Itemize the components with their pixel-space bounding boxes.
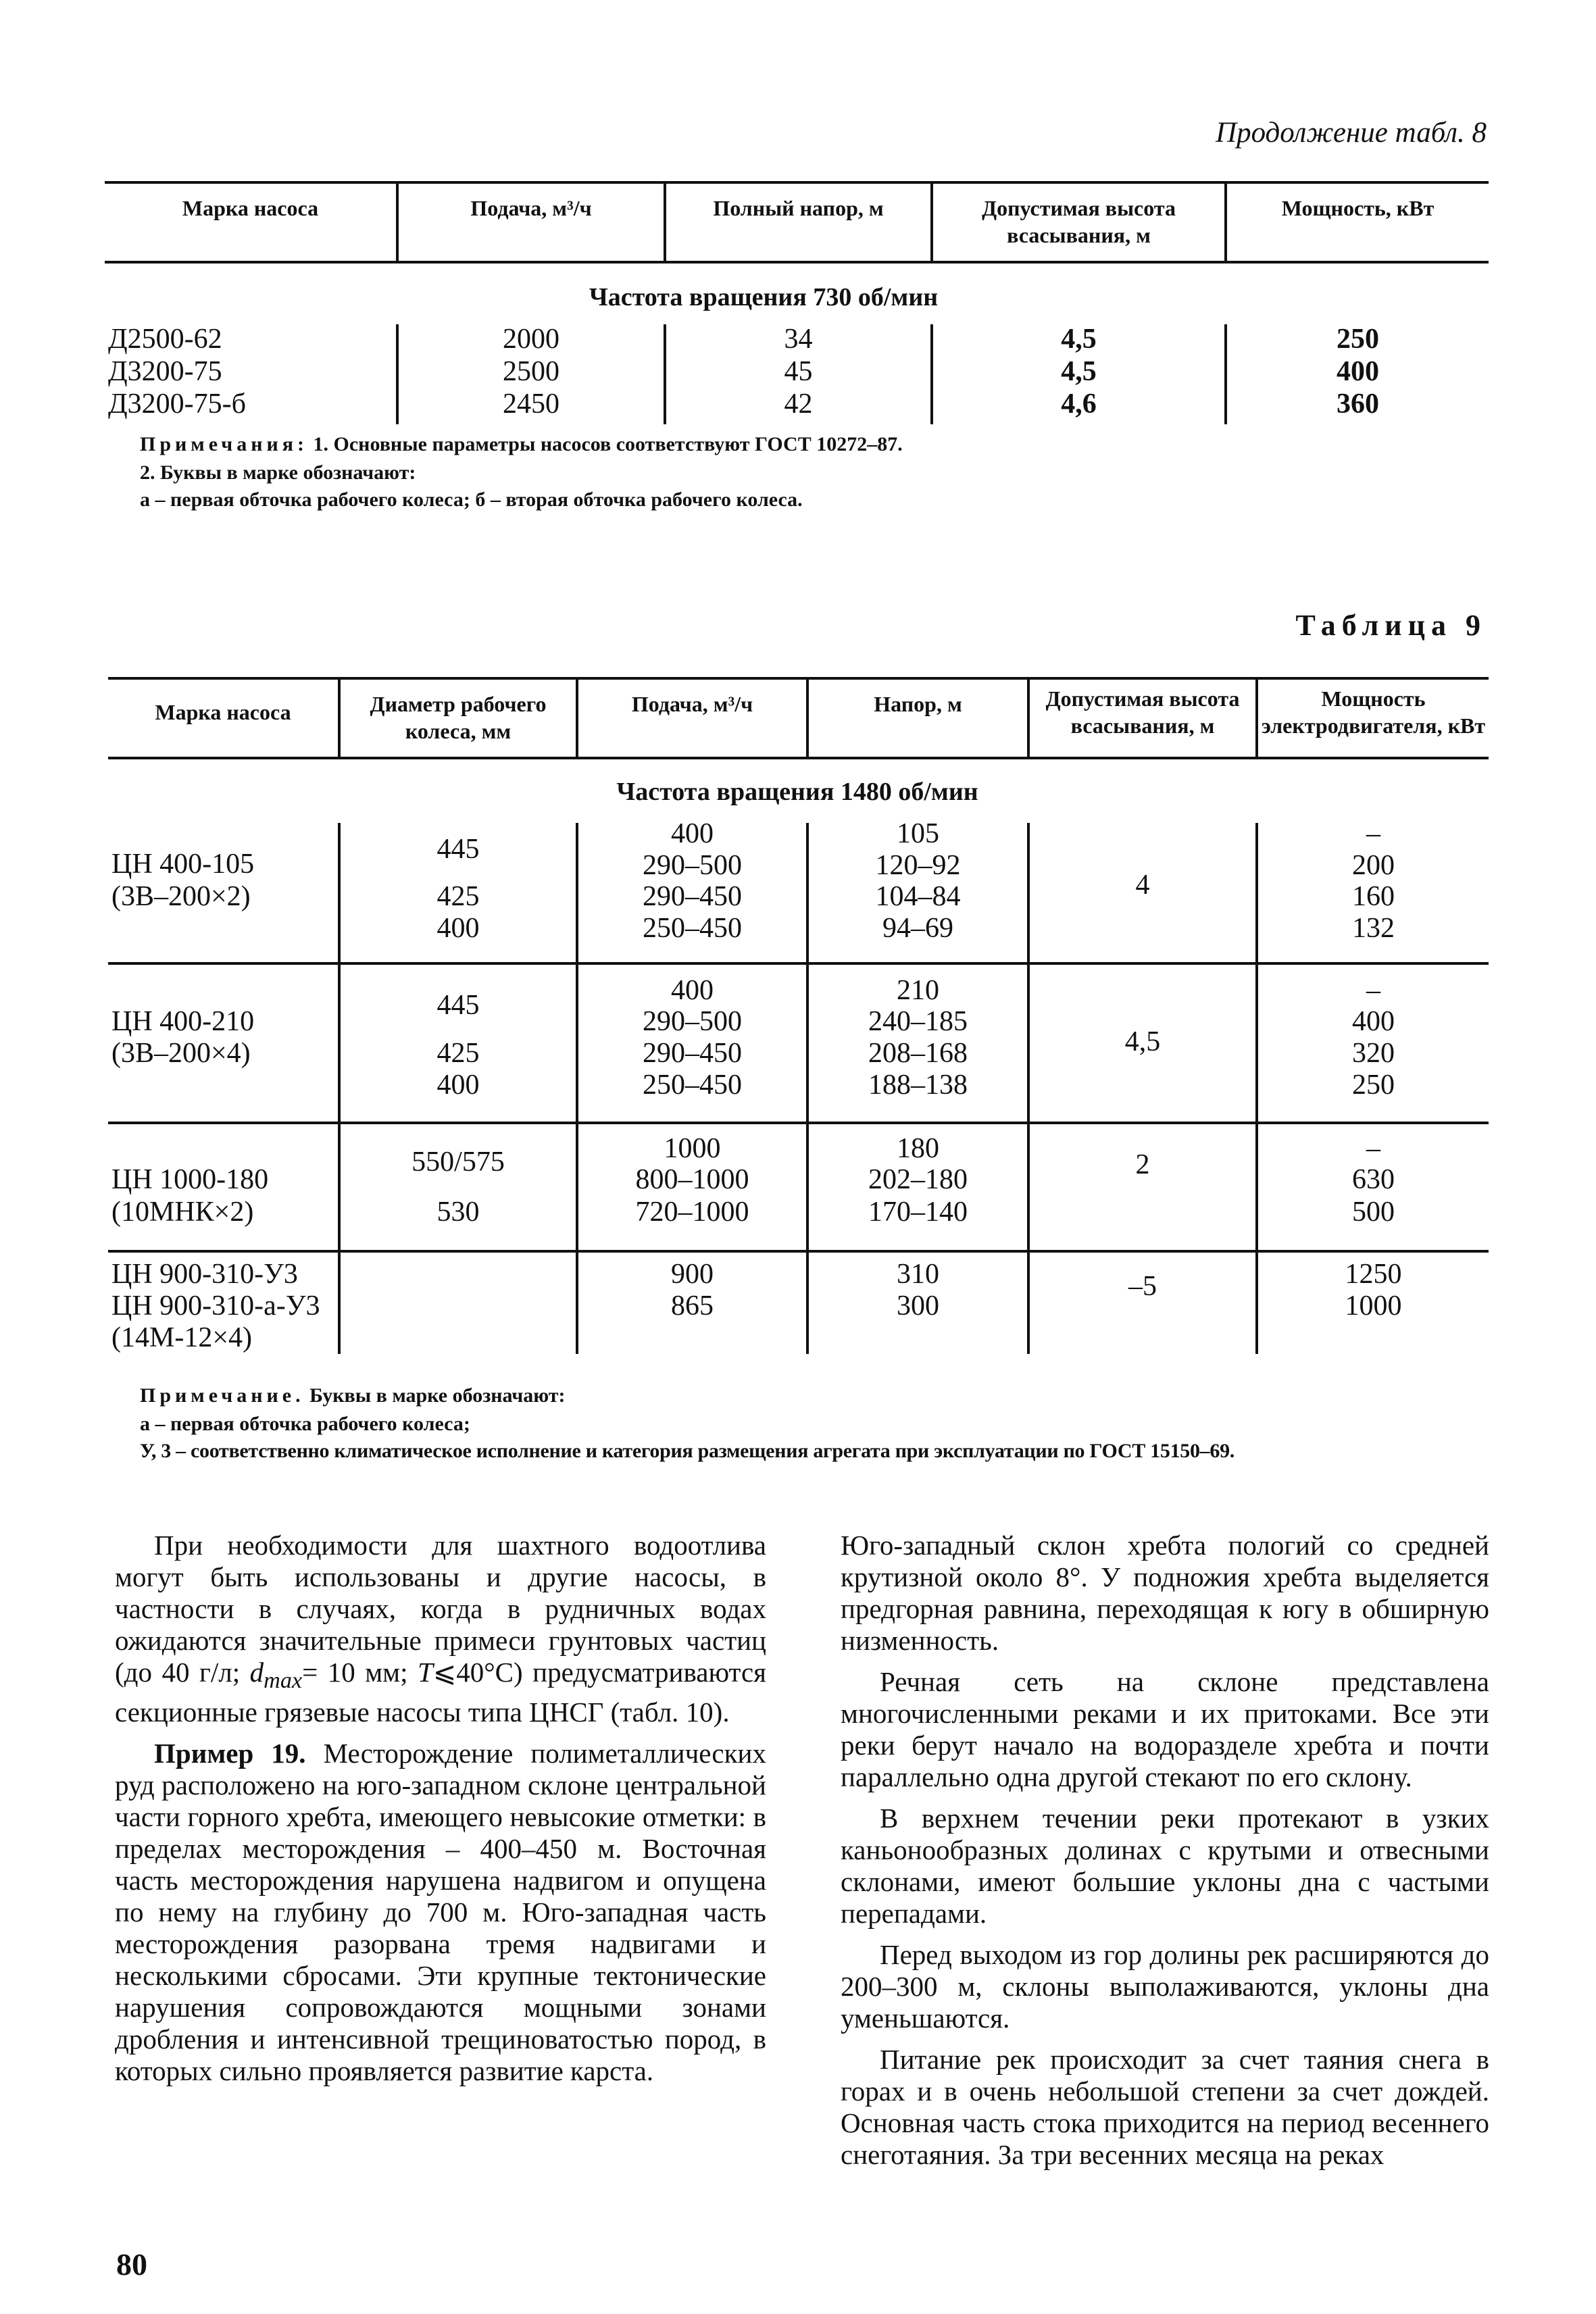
right-text-column xyxy=(841,1530,1489,2180)
table-continuation-caption: Продолжение табл. 8 xyxy=(1216,117,1487,149)
table9-cell-mark: ЦН 400-105 xyxy=(111,849,255,880)
paragraph-text: При необходимости для шахтного водоотлива могут быть использованы и другие насосы, в частности в случаях, когда в рудничных водах ожидаются значительные примеси грунтовых частиц (до 40 г/л; xyxy=(115,1530,766,1688)
table9-cell-power: 320 xyxy=(1352,1038,1395,1069)
table8-cell-suction: 4,5 xyxy=(1061,356,1097,387)
table8-cell-flow: 2500 xyxy=(503,356,559,387)
table8-header-divider xyxy=(396,181,399,262)
table8-header-divider xyxy=(1224,181,1227,262)
table9-top-rule xyxy=(108,677,1489,680)
table8-header-divider xyxy=(664,181,666,262)
table9-cell-head: 120–92 xyxy=(875,850,961,881)
table9-cell-head: 202–180 xyxy=(868,1164,968,1195)
example-label: Пример 19. xyxy=(154,1738,306,1769)
table9-cell-head: 240–185 xyxy=(868,1006,968,1037)
table9-header-divider xyxy=(576,677,578,758)
table8-cell-power: 360 xyxy=(1337,388,1379,420)
table9-group-separator xyxy=(108,1250,1489,1253)
table9-cell-head: 188–138 xyxy=(868,1070,968,1101)
table9-cell-flow: 1000 xyxy=(664,1133,721,1164)
table9-cell-diameter: 445 xyxy=(437,990,480,1021)
table9-cell-power: – xyxy=(1366,1133,1380,1164)
table9-cell-power: 160 xyxy=(1352,881,1395,912)
table9-cell-mark: (3В–200×2) xyxy=(111,881,251,912)
table9-header-head: Напор, м xyxy=(874,692,962,716)
table9-cell-flow: 900 xyxy=(671,1259,714,1290)
table9-cell-head: 170–140 xyxy=(868,1197,968,1228)
table9-cell-diameter: 445 xyxy=(437,834,480,865)
table9-notes-text: Буквы в марке обозначают: xyxy=(309,1384,566,1407)
table9-notes-label: Примечание. xyxy=(140,1384,305,1407)
paragraph: Питание рек происходит за счет таяния снега в горах и в очень небольшой степени за счет дождей. Основная часть стока приходится на период весеннего снеготаяния. За три весенних месяца на реках xyxy=(841,2044,1489,2170)
table8-cell-mark: Д3200-75 xyxy=(108,356,222,387)
paragraph xyxy=(115,1530,766,1728)
paragraph-text: ⩽40°C) предусматриваются секционные грязевые насосы типа ЦНСГ (табл. 10). xyxy=(115,1657,767,1728)
paragraph-text: Месторождение полиметаллических руд расположено на юго-западном склоне центральной части горного хребта, имеющего невысокие отметки: в пределах месторождения – 400–450 м. Восточная часть месторождения нарушена надвигом и опущена по нему на глубину до 700 м. Юго-западная часть месторождения разорвана тремя надвигами и несколькими сбросами. Эти крупные тектонические нарушения сопровождаются мощными зонами дробления и интенсивной трещиноватостью пород, в которых сильно проявляется развитие карста. xyxy=(115,1738,766,2087)
table9-cell-mark: (14М-12×4) xyxy=(111,1322,252,1353)
table9-cell-head: 104–84 xyxy=(875,881,961,912)
table8-notes-label: Примечания: xyxy=(140,433,309,455)
table9-cell-suction: 4 xyxy=(1135,870,1150,901)
table8-header-rule xyxy=(105,261,1489,263)
table9-cell-flow: 250–450 xyxy=(643,1070,742,1101)
table9-cell-power: 1000 xyxy=(1345,1290,1402,1322)
table9-cell-suction: 2 xyxy=(1135,1149,1150,1180)
table9-cell-head: 210 xyxy=(897,975,939,1006)
table8-header-flow: Подача, м³/ч xyxy=(470,196,592,220)
table9-title: Таблица 9 xyxy=(1295,609,1487,642)
table8-cell-head: 34 xyxy=(784,324,813,355)
table9-cell-diameter: 425 xyxy=(437,881,480,912)
table9-notes-line1 xyxy=(140,1382,1485,1409)
table9-cell-flow: 290–500 xyxy=(643,850,742,881)
table9-cell-power: 500 xyxy=(1352,1197,1395,1228)
table9-cell-flow: 400 xyxy=(671,818,714,849)
table8-cell-flow: 2450 xyxy=(503,388,559,420)
paragraph: Перед выходом из гор долины рек расширяются до 200–300 м, склоны выполаживаются, уклоны дна уменьшаются. xyxy=(841,1939,1489,2034)
table9-cell-mark: (3В–200×4) xyxy=(111,1038,251,1069)
table9-cell-head: 180 xyxy=(897,1133,939,1164)
table9-cell-mark: (10МНК×2) xyxy=(111,1197,254,1228)
table8-cell-suction: 4,6 xyxy=(1061,388,1097,420)
table9-cell-power: 132 xyxy=(1352,913,1395,944)
table9-cell-flow: 290–500 xyxy=(643,1006,742,1037)
table9-cell-power: 200 xyxy=(1352,850,1395,881)
table9-subheader: Частота вращения 1480 об/мин xyxy=(616,778,978,806)
table8-notes-line3: а – первая обточка рабочего колеса; б – вторая обточка рабочего колеса. xyxy=(140,488,803,511)
table8-subheader: Частота вращения 730 об/мин xyxy=(589,283,939,311)
table8-cell-flow: 2000 xyxy=(503,324,559,355)
table9-cell-power: 1250 xyxy=(1345,1259,1402,1290)
table9-cell-power: 400 xyxy=(1352,1006,1395,1037)
table9-cell-flow: 800–1000 xyxy=(635,1164,749,1195)
table9-cell-mark: ЦН 900-310-а-У3 xyxy=(111,1290,320,1322)
table9-cell-diameter: 425 xyxy=(437,1038,480,1069)
table9-header-diameter: Диаметр рабочего колеса, мм xyxy=(370,692,547,743)
table8-top-rule xyxy=(105,181,1489,184)
d-max-symbol: $d_{max}$ xyxy=(249,1657,303,1694)
table9-header-suction: Допустимая высота всасывания, м xyxy=(1045,686,1240,738)
table8-cell-power: 400 xyxy=(1337,356,1379,387)
table9-cell-head: 208–168 xyxy=(868,1038,968,1069)
paragraph: Речная сеть на склоне представлена многочисленными реками и их притоками. Все эти реки берут начало на водоразделе хребта и почти параллельно одна другой стекают по его склону. xyxy=(841,1666,1489,1792)
table9-cell-flow: 250–450 xyxy=(643,913,742,944)
table9-cell-suction: –5 xyxy=(1128,1271,1157,1302)
table9-cell-diameter: 530 xyxy=(437,1197,480,1228)
table9-cell-flow: 290–450 xyxy=(643,881,742,912)
table9-cell-head: 310 xyxy=(897,1259,939,1290)
table8-header-head: Полный напор, м xyxy=(713,196,884,220)
table9-header-divider xyxy=(806,677,809,758)
table9-cell-power: – xyxy=(1366,975,1380,1006)
table9-cell-mark: ЦН 900-310-У3 xyxy=(111,1259,298,1290)
table9-cell-flow: 400 xyxy=(671,975,714,1006)
table9-header-flow: Подача, м³/ч xyxy=(631,692,753,716)
table8-notes-text: 1. Основные параметры насосов соответствуют ГОСТ 10272–87. xyxy=(313,433,903,455)
table8-header-mark: Марка насоса xyxy=(182,196,319,220)
table8-cell-head: 42 xyxy=(784,388,813,420)
table8-cell-head: 45 xyxy=(784,356,813,387)
table9-cell-power: – xyxy=(1366,818,1380,849)
table9-cell-head: 105 xyxy=(897,818,939,849)
table9-cell-power: 250 xyxy=(1352,1070,1395,1101)
table9-cell-flow: 720–1000 xyxy=(635,1197,749,1228)
table8-header-suction: Допустимая высота всасывания, м xyxy=(982,196,1176,247)
table8-notes-line1 xyxy=(140,431,1457,458)
table9-cell-flow: 865 xyxy=(671,1290,714,1322)
table9-group-separator xyxy=(108,1122,1489,1124)
table9-header-rule xyxy=(108,757,1489,759)
paragraph xyxy=(115,1738,766,2087)
table8-cell-mark: Д3200-75-б xyxy=(108,388,246,420)
table9-cell-mark: ЦН 1000-180 xyxy=(111,1164,269,1195)
table9-cell-diameter: 550/575 xyxy=(412,1147,505,1178)
table8-header-power: Мощность, кВт xyxy=(1281,196,1435,220)
paragraph: Юго-западный склон хребта пологий со средней крутизной около 8°. У подножия хребта выделяется предгорная равнина, переходящая к югу в обширную низменность. xyxy=(841,1530,1489,1656)
temperature-symbol: T xyxy=(418,1657,433,1688)
table9-cell-suction: 4,5 xyxy=(1124,1026,1161,1057)
table9-notes-line2: а – первая обточка рабочего колеса; xyxy=(140,1413,470,1435)
table9-header-mark: Марка насоса xyxy=(155,700,291,724)
table8-cell-mark: Д2500-62 xyxy=(108,324,222,355)
table9-group-separator xyxy=(108,962,1489,965)
paragraph: В верхнем течении реки протекают в узких каньонообразных долинах с крутыми и отвесными склонами, имеют большие уклоны дна с частыми перепадами. xyxy=(841,1803,1489,1929)
table9-header-power: Мощность электродвигателя, кВт xyxy=(1261,686,1486,738)
table9-cell-diameter: 400 xyxy=(437,913,480,944)
left-text-column xyxy=(115,1530,766,2096)
table9-cell-head: 300 xyxy=(897,1290,939,1322)
table9-notes-line3: У, 3 – соответственно климатическое исполнение и категория размещения агрегата при эксплуатации по ГОСТ 15150–69. xyxy=(140,1440,1235,1462)
table9-cell-flow: 290–450 xyxy=(643,1038,742,1069)
page-number: 80 xyxy=(116,2247,147,2282)
table9-cell-power: 630 xyxy=(1352,1164,1395,1195)
table8-cell-suction: 4,5 xyxy=(1061,324,1097,355)
table9-cell-diameter: 400 xyxy=(437,1070,480,1101)
table9-cell-head: 94–69 xyxy=(882,913,953,944)
paragraph-text: = 10 мм; xyxy=(302,1657,408,1688)
table8-cell-power: 250 xyxy=(1337,324,1379,355)
table9-cell-mark: ЦН 400-210 xyxy=(111,1006,255,1037)
table8-notes-line2: 2. Буквы в марке обозначают: xyxy=(140,461,416,484)
